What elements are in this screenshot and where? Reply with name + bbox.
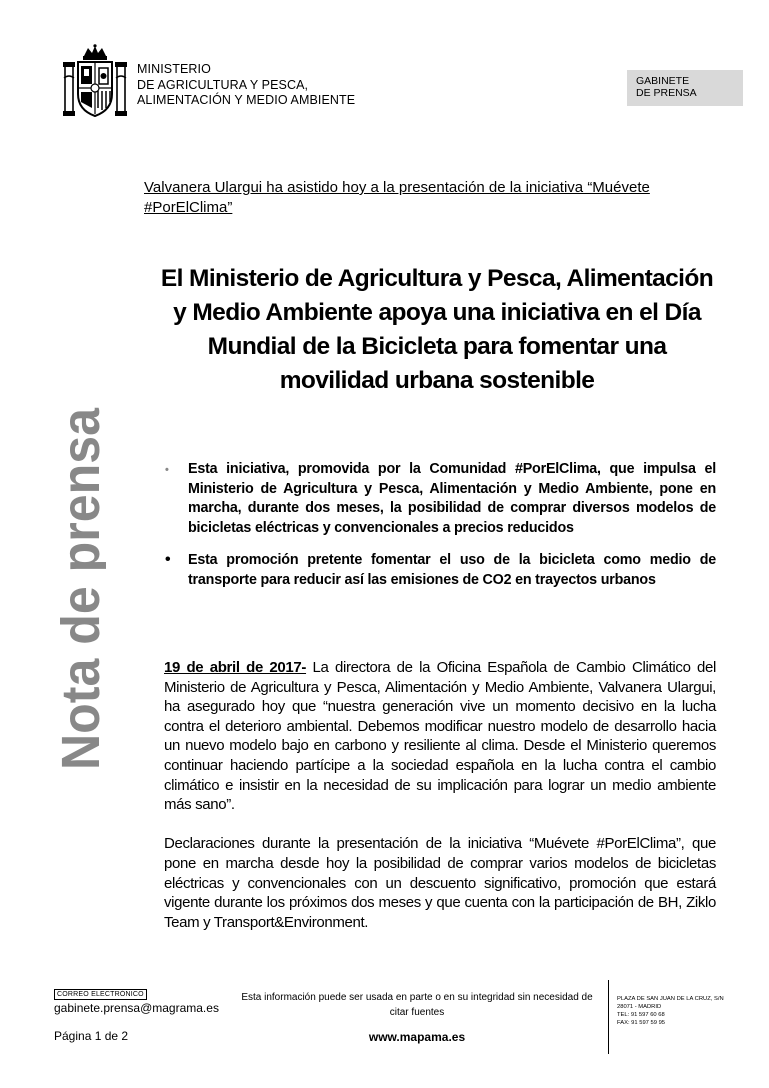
ministry-line: ALIMENTACIÓN Y MEDIO AMBIENTE (137, 93, 356, 107)
press-office-line: DE PRENSA (636, 87, 697, 99)
side-label-text: Nota de prensa (51, 405, 106, 770)
bullet-text: Esta promoción pretente fomentar el uso de la bicicleta como medio de transporte para reducir así las emisiones de CO2 en trayectos urbanos (188, 552, 716, 588)
email-label: CORREO ELECTRÓNICO (54, 989, 147, 1000)
page-number: Página 1 de 2 (54, 1029, 129, 1043)
press-office-line: GABINETE (636, 75, 690, 87)
body-paragraph: Declaraciones durante la presentación de la iniciativa “Muévete #PorElClima”, que pone en marcha desde hoy la posibilidad de comprar varios modelos de bicicletas eléctricas y convencionales con un descuento significativo, promoción que estará vigente durante los próximos dos meses y que cuenta con la participación de BH, Ziklo Team y Transport&Environment. (164, 835, 716, 931)
body-paragraph (164, 658, 716, 815)
address-line: 28071 - MADRID (617, 1004, 662, 1010)
postal-address (617, 995, 724, 1027)
usage-notice: Esta información puede ser usada en parte o en su integridad sin necesidad de citar fuentes (241, 992, 593, 1018)
bullet-marker: • (165, 551, 171, 569)
address-line: PLAZA DE SAN JUAN DE LA CRUZ, S/N (617, 996, 724, 1002)
footer-divider (608, 980, 609, 1054)
ministry-name (137, 62, 355, 109)
body-text (164, 658, 716, 932)
headline: El Ministerio de Agricultura y Pesca, Alimentación y Medio Ambiente apoya una iniciativa en el Día Mundial de la Bicicleta para fomentar una movilidad urbana sostenible (160, 265, 714, 394)
summary-bullets (164, 460, 716, 591)
email-address[interactable]: gabinete.prensa@magrama.es (54, 1001, 219, 1015)
bullet-marker: • (165, 464, 169, 476)
coat-of-arms-logo (62, 44, 128, 120)
ministry-line: MINISTERIO (137, 62, 211, 76)
bullet-text: Esta iniciativa, promovida por la Comunidad #PorElClima, que impulsa el Ministerio de Agricultura y Pesca, Alimentación y Medio Ambiente, pone en marcha, durante dos meses, la posibilidad de comprar diversos modelos de bicicletas eléctricas y convencionales a precios reducidos (188, 461, 716, 536)
press-office-box (627, 70, 743, 106)
bullet-item (164, 551, 716, 590)
bullet-item (164, 460, 716, 538)
dateline: 19 de abril de 2017- (164, 659, 307, 676)
address-line: FAX: 91 597 59 95 (617, 1020, 666, 1026)
ministry-line: DE AGRICULTURA Y PESCA, (137, 77, 309, 92)
side-label (50, 405, 106, 775)
website-link[interactable]: www.mapama.es (368, 1030, 466, 1044)
subheading: Valvanera Ulargui ha asistido hoy a la presentación de la iniciativa “Muévete #PorElClima” (144, 179, 650, 216)
paragraph-text: La directora de la Oficina Española de Cambio Climático del Ministerio de Agricultura y Pesca, Alimentación y Medio Ambiente, Valvanera Ulargui, ha asegurado hoy que “nuestra generación vive un momento decisivo en la lucha contra el deterioro ambiental. Debemos modificar nuestro modelo de desarrollo hacia un nuevo modelo bajo en carbono y resiliente al clima. Desde el Ministerio queremos continuar haciendo partícipe a la sociedad española en la lucha contra el cambio climático e insistir en la necesidad de su implicación para lograr un medio ambiente más sano”. (164, 659, 716, 814)
address-line: TEL: 91 597 60 68 (617, 1012, 665, 1018)
